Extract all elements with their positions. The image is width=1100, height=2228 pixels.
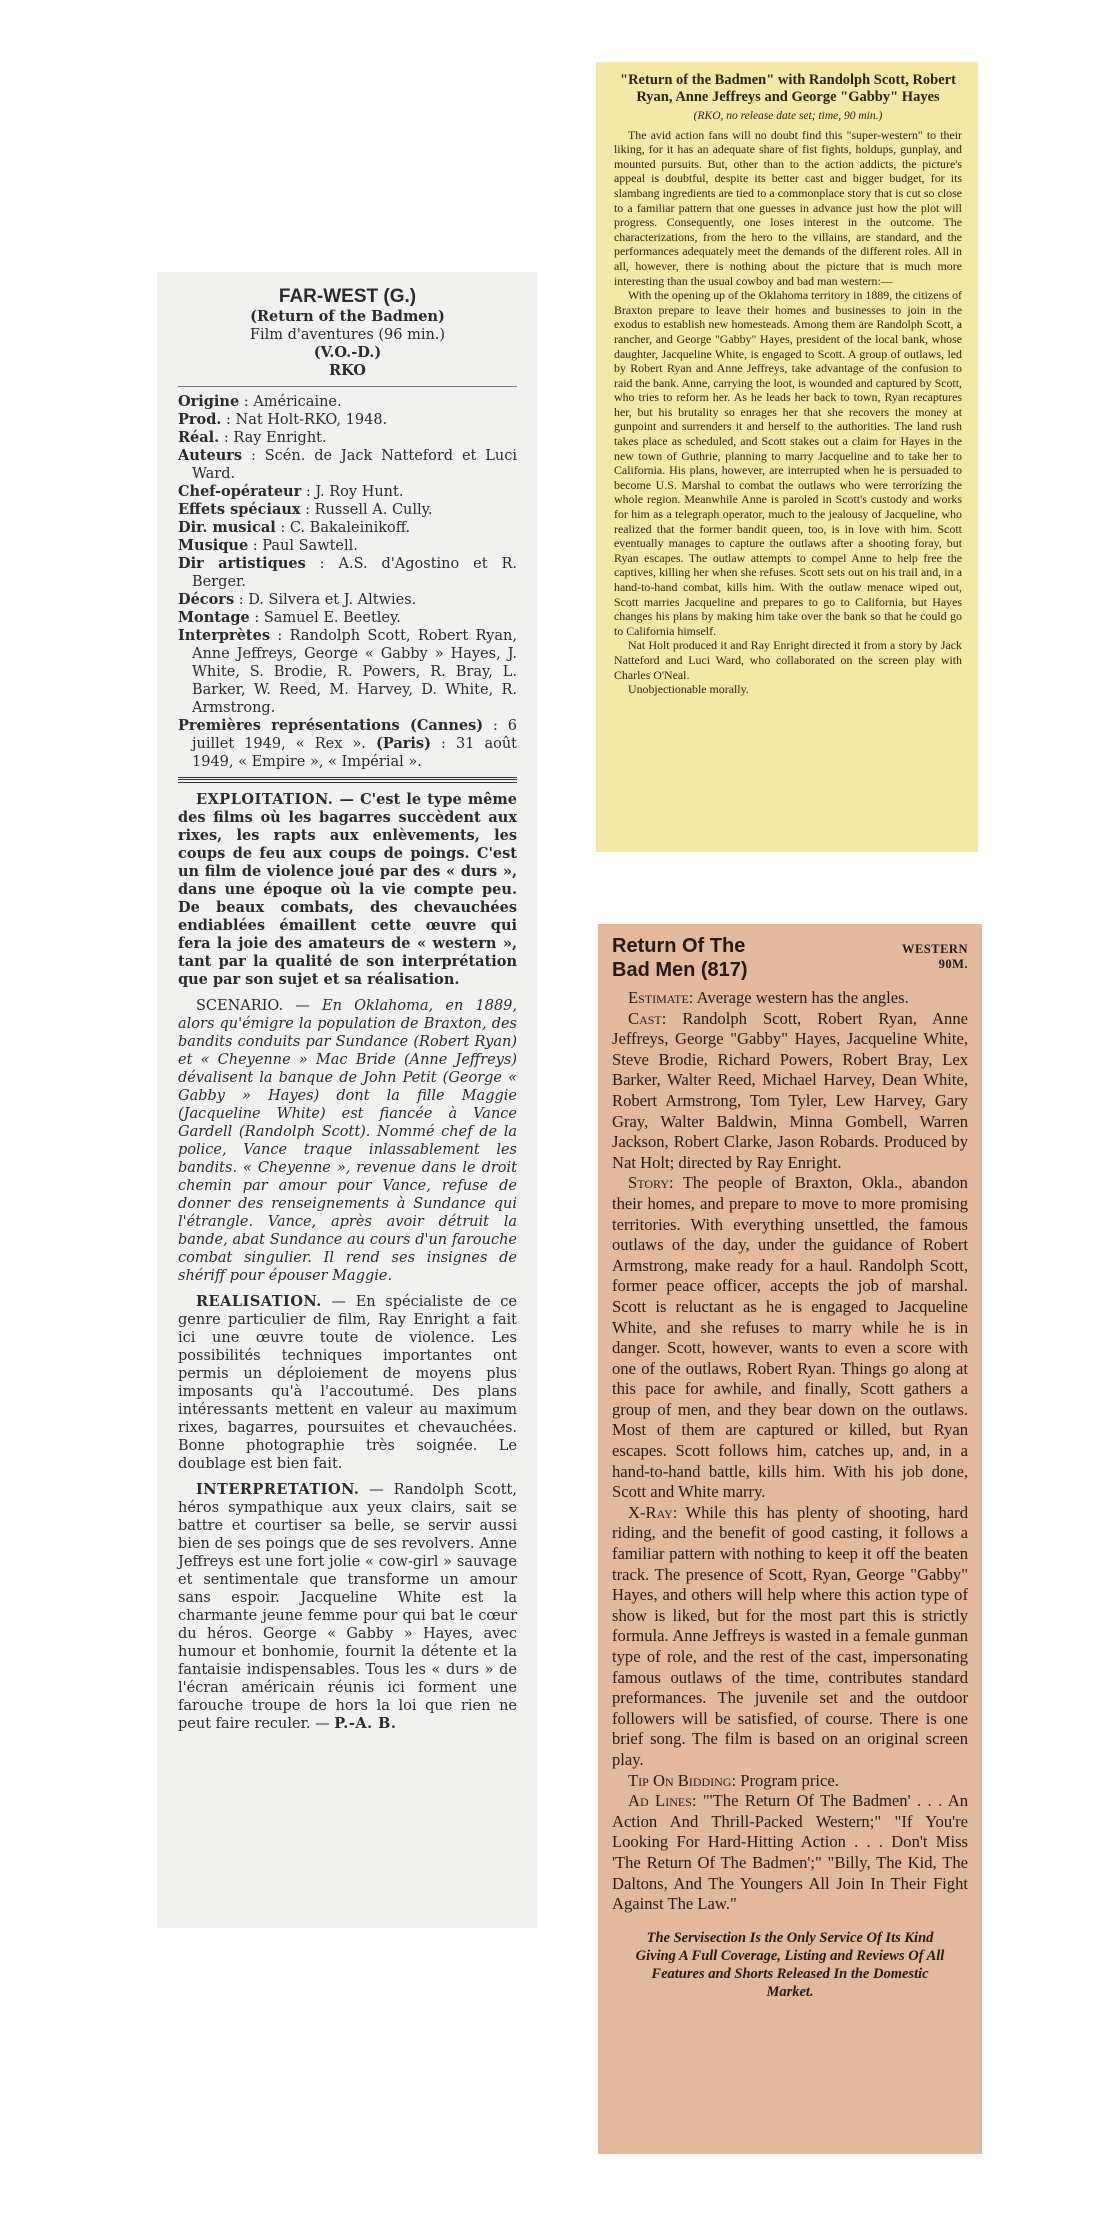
exploitation-section: EXPLOITATION. — C'est le type même des films où les bagarres succèdent aux rixes, les rapts aux enlèvements, les coups de feu aux coups de poings. C'est un film de violence joué par des « durs », dans une époque où la vie compte peu. De beaux combats, des chevauchées endiablées émaillent cette œuvre qui fera la joie des amateurs de « western », tant par la qualité de son interprétation que par son sujet et sa réalisation. — [178, 791, 517, 988]
credit-value: Russell A. Cully. — [314, 502, 433, 518]
xray-text: While this has plenty of shooting, hard riding, and the benefit of good casting, it follows a familiar pattern with nothing to keep it off the beaten track. The presence of Scott, Ryan, George "Gabby" Hayes, and others will help where this action type of show is liked, but for the most part this is strictly formula. Anne Jeffreys is wasted in a female gunman type of role, and the rest of the cast, impersonating famous outlaws of the time, contributes standard preformances. The juvenile set and the outdoor followers will be satisfied, of course. There is one brief song. The film is based on an original screen play. — [612, 1502, 968, 1769]
credit-value: Samuel E. Beetley. — [263, 610, 401, 626]
credit-line: Dir. musical : C. Bakaleinikoff. — [178, 519, 411, 536]
credit-value: A.S. d'Agostino et R. Berger. — [192, 556, 517, 590]
runtime-label: 90M. — [938, 957, 968, 971]
credit-line: Auteurs : Scén. de Jack Natteford et Luci Ward. — [178, 447, 517, 482]
estimate-section — [612, 988, 968, 1009]
ad-lines-section — [612, 1791, 968, 1915]
credit-line: Prod. : Nat Holt-RKO, 1948. — [178, 411, 388, 428]
exploitation-text: C'est le type même des films où les bagarres succèdent aux rixes, les rapts aux enlèvements, les coups de feu aux coups de poings. C'est un film de violence joué par des « durs », dans une époque où la vie compte peu. De beaux combats, des chevauchées endiablées émaillent cette œuvre qui fera la joie des amateurs de « western », tant par la qualité de son interprétation que par son sujet et sa réalisation. — [178, 791, 517, 988]
realisation-section: REALISATION. — En spécialiste de ce genre particulier de film, Ray Enright a fait ici une œuvre toute de violence. Les possibilités techniques importantes ont permis un déploiement de moyens plus imposants qu'à l'accoutumé. Des plans intéressants mettent en valeur au maximum rixes, bagarres, poursuites et chevauchées. Bonne photographie très soignée. Le doublage est bien fait. — [178, 1293, 518, 1472]
premieres-paris-label: (Paris) — [375, 735, 431, 752]
story-label: Story: — [628, 1173, 674, 1193]
credit-line: Effets spéciaux : Russell A. Cully. — [178, 501, 433, 518]
estimate-text: Average western has the angles. — [696, 988, 909, 1007]
credit-line: Montage : Samuel E. Beetley. — [178, 609, 401, 626]
premieres-label: Premières représentations (Cannes) — [178, 717, 484, 734]
french-genre: Film d'aventures (96 min.) — [249, 327, 446, 343]
tip-label: Tip On Bidding: — [628, 1770, 737, 1790]
realisation-text: En spécialiste de ce genre particulier de film, Ray Enright a fait ici une œuvre toute de violence. Les possibilités techniques importantes ont permis un déploiement de moyens plus imposants qu'à l'accoutumé. Des plans intéressants mettent en valeur au maximum rixes, bagarres, poursuites et chevauchées. Bonne photographie très soignée. Le doublage est bien fait. — [178, 1294, 518, 1472]
ad-lines-label: Ad Lines: — [628, 1791, 697, 1811]
credit-label: Musique — [178, 537, 249, 554]
review-title — [612, 934, 748, 982]
credit-label: Chef-opérateur — [178, 483, 302, 500]
divider — [178, 386, 517, 387]
story-text: The people of Braxton, Okla., abandon their homes, and prepare to move to more promising territories. With everything unsettled, the famous outlaws of the day, under the guidance of Robert Armstrong, make ready for a haul. Randolph Scott, former peace officer, accepts the job of marshal. Scott is reluctant as he is engaged to Jacqueline White, and she refuses to marry while he is in danger. Scott, however, wants to even a score with one of the outlaws, Robert Ryan. Things go along at this pace for awhile, and finally, Scott gathers a group of men, and they bear down on the outlaws. Most of them are captured or killed, but Ryan escapes. Scott follows him, catches up, and, in a hand-to-hand battle, kills him. With his job done, Scott and White marry. — [612, 1173, 968, 1502]
credit-label: Dir. musical — [178, 519, 276, 536]
credit-label: Interprètes — [178, 627, 270, 644]
cast-section — [612, 1009, 968, 1174]
credit-label: Montage — [178, 609, 250, 626]
credit-value: Ray Enright. — [233, 430, 327, 446]
review-paragraph: The avid action fans will no doubt find this "super-western" to their liking, for it has an adequate share of fist fights, holdups, gunplay, and mounted pursuits. But, other than to the action addicts, the picture's appeal is doubtful, despite its better cast and bigger budget, for its slambang ingredients are tied to a commonplace story that is cut so close to a familiar pattern that one guesses in advance just how the plot will progress. Consequently, one loses interest in the outcome. The characterizations, from the hero to the villains, are standard, and the performances adequately meet the demands of the different roles. All in all, however, there is nothing about the picture that is much more interesting than the usual cowboy and bad man western:— — [614, 127, 962, 288]
credit-value: Américaine. — [253, 394, 342, 410]
french-version: (V.O.-D.) — [313, 344, 382, 361]
credit-line: Interprètes : Randolph Scott, Robert Ryan, Anne Jeffreys, George « Gabby » Hayes, J. White, S. Brodie, R. Powers, R. Bray, L. Barker, W. Reed, M. Harvey, D. White, R. Armstrong. — [178, 627, 518, 716]
credit-label: Origine — [178, 393, 240, 410]
cast-label: Cast: — [628, 1008, 667, 1028]
credit-label: Effets spéciaux — [178, 501, 301, 518]
credit-line: Origine : Américaine. — [178, 393, 342, 410]
credit-value: J. Roy Hunt. — [315, 484, 404, 500]
exploitation-label: EXPLOITATION. — [196, 791, 334, 808]
review-paragraph: With the opening up of the Oklahoma territory in 1889, the citizens of Braxton prepare to leave their homes and businesses to join in the exodus to establish new homesteads. Among them are Randolph Scott, a rancher, and George "Gabby" Hayes, president of the local bank, whose daughter, Jacqueline White, is engaged to Scott. A group of outlaws, led by Robert Ryan and Anne Jeffreys, take advantage of the confusion to raid the bank. Anne, carrying the loot, is wounded and captured by Scott, who tries to reform her. As he leads her back to town, Ryan recaptures her, but his brutality so enrages her that she recovers the money at gunpoint and surrenders it and herself to the authorities. The land rush takes place as scheduled, and Scott stakes out a claim for Hayes in the new town of Guthrie, planning to marry Jacqueline and to take her to California. His plans, however, are interrupted when he is persuaded to become U.S. Marshal to combat the outlaws who were terrorizing the whole region. Meanwhile Anne is paroled in Scott's custody and works for him as a telegraph operator, much to the jealousy of Jacqueline, who realized that the former bandit queen, too, is in love with him. Scott eventually manages to capture the outlaws after a shooting foray, but Ryan escapes. The outlaw attempts to compel Anne to help free the captives, killing her when she refuses. Scott sets out on his trail and, in a hand-to-hand combat, kills him. With the outlaw menace wiped out, Scott marries Jacqueline and prepares to go to California, but Hayes changes his plans by making him take over the bank so that he could go to California himself. — [614, 288, 962, 638]
credit-line: Chef-opérateur : J. Roy Hunt. — [178, 483, 404, 500]
credit-label: Dir artistiques — [178, 555, 306, 572]
credit-label: Prod. — [178, 411, 222, 428]
premieres-paris: 31 août 1949, « Empire », « Impérial ». — [192, 736, 517, 770]
review-header — [612, 934, 968, 982]
interpretation-label: INTERPRETATION. — [196, 1481, 360, 1498]
french-title: FAR-WEST (G.) — [278, 286, 417, 307]
scenario-text: En Oklahoma, en 1889, alors qu'émigre la population de Braxton, des bandits conduits par Sundance (Robert Ryan) et « Cheyenne » Mac Bride (Anne Jeffreys) dévalisent la banque de John Petit (George « Gabby » Hayes) dont la fille Maggie (Jacqueline White) est fiancée à Vance Gardell (Randolph Scott). Nommé chef de la police, Vance traque inlassablement les bandits. « Cheyenne », revenue dans le droit chemin par amour pour Vance, refuse de donner des renseignements à Sundance qui l'étrangle. Vance, après avoir détruit la bande, abat Sundance au cours d'un farouche combat singulier. Il rend ses insignes de shériff pour épouser Maggie. — [178, 998, 517, 1284]
scenario-section: SCENARIO. — En Oklahoma, en 1889, alors qu'émigre la population de Braxton, des bandits conduits par Sundance (Robert Ryan) et « Cheyenne » Mac Bride (Anne Jeffreys) dévalisent la banque de John Petit (George « Gabby » Hayes) dont la fille Maggie (Jacqueline White) est fiancée à Vance Gardell (Randolph Scott). Nommé chef de la police, Vance traque inlassablement les bandits. « Cheyenne », revenue dans le droit chemin par amour pour Vance, refuse de donner des renseignements à Sundance qui l'étrangle. Vance, après avoir détruit la bande, abat Sundance au cours d'un farouche combat singulier. Il rend ses insignes de shériff pour épouser Maggie. — [178, 998, 517, 1284]
credit-value: Randolph Scott, Robert Ryan, Anne Jeffreys, George « Gabby » Hayes, J. White, S. Brodie, R. Powers, R. Bray, L. Barker, W. Reed, M. Harvey, D. White, R. Armstrong. — [192, 628, 518, 716]
harrisons-review-clipping — [596, 62, 978, 852]
estimate-label: Estimate: — [628, 988, 694, 1007]
signature: P.-A. B. — [334, 1715, 397, 1732]
genre-label: WESTERN — [901, 942, 968, 956]
credit-label: Décors — [178, 591, 235, 608]
title-line: Bad Men (817) — [612, 959, 748, 981]
french-distributor: RKO — [329, 362, 366, 379]
genre-runtime — [902, 942, 968, 972]
premieres-line: Premières représentations (Cannes) : 6 juillet 1949, « Rex ». (Paris) : 31 août 1949, « Empire », « Impérial ». — [178, 717, 518, 770]
review-headline: "Return of the Badmen" with Randolph Scott, Robert Ryan, Anne Jeffreys and George "Gabby" Hayes — [620, 72, 956, 105]
credit-line: Réal. : Ray Enright. — [178, 429, 327, 446]
servisection-footer: The Servisection Is the Only Service Of Its Kind Giving A Full Coverage, Listing and Reviews Of All Features and Shorts Released In the Domestic Market. — [635, 1929, 945, 2000]
cast-text: Randolph Scott, Robert Ryan, Anne Jeffreys, George "Gabby" Hayes, Jacqueline White, Steve Brodie, Richard Powers, Robert Bray, Lex Barker, Walter Reed, Michael Harvey, Dean White, Robert Armstrong, Tom Tyler, Lew Harvey, Gary Gray, Walter Baldwin, Minna Gombell, Warren Jackson, Robert Clarke, Jason Robards. Produced by Nat Holt; directed by Ray Enright. — [612, 1008, 968, 1172]
review-subline: (RKO, no release date set; time, 90 min.) — [693, 110, 883, 122]
credit-value: C. Bakaleinikoff. — [289, 520, 411, 536]
ad-lines-text: "'The Return Of The Badmen' . . . An Action And Thrill-Packed Western;" "If You're Looking For Hard-Hitting Action . . . Don't Miss 'The Return Of The Badmen';" "Billy, The Kid, The Daltons, And The Youngers All Join In Their Fight Against The Law." — [612, 1791, 968, 1914]
tip-text: Program price. — [740, 1770, 839, 1790]
credit-label: Auteurs — [178, 447, 243, 464]
french-subtitle: (Return of the Badmen) — [250, 308, 445, 325]
realisation-label: REALISATION. — [196, 1293, 322, 1310]
tip-section — [612, 1771, 968, 1792]
xray-section — [612, 1503, 968, 1771]
french-review-clipping — [157, 272, 537, 1928]
story-section — [612, 1173, 968, 1503]
review-paragraph: Unobjectionable morally. — [628, 682, 749, 697]
interpretation-section: INTERPRETATION. — Randolph Scott, héros sympathique aux yeux clairs, sait se battre et courtiser sa belle, se servir aussi bien de ses poings que de ses revolvers. Anne Jeffreys est une fort jolie « cow-girl » sauvage et sentimentale que transforme un amour sans espoir. Jacqueline White est la charmante jeune femme pour qui bat le cœur du héros. George « Gabby » Hayes, avec humour et bonhomie, fournit la détente et la fantaisie indispensables. Tous les « durs » de l'écran américain réunis ici forment une farouche troupe de hors la loi que rien ne peut faire reculer. — P.-A. B. — [178, 1481, 517, 1732]
title-line: Return Of The — [612, 935, 746, 957]
credit-label: Réal. — [178, 429, 220, 446]
credit-line: Décors : D. Silvera et J. Altwies. — [178, 591, 417, 608]
credit-line: Dir artistiques : A.S. d'Agostino et R. Berger. — [178, 555, 517, 590]
credit-line: Musique : Paul Sawtell. — [178, 537, 358, 554]
servisection-review-clipping — [598, 924, 982, 2154]
credit-value: Scén. de Jack Natteford et Luci Ward. — [192, 448, 517, 482]
credit-value: Paul Sawtell. — [262, 538, 358, 554]
premieres-cannes: 6 juillet 1949, « Rex ». — [192, 718, 518, 752]
review-paragraph: Nat Holt produced it and Ray Enright directed it from a story by Jack Natteford and Luci Ward, who collaborated on the screen play with Charles O'Neal. — [614, 638, 962, 682]
credit-value: Nat Holt-RKO, 1948. — [235, 412, 388, 428]
scenario-label: SCENARIO. — [196, 998, 284, 1014]
credit-value: D. Silvera et J. Altwies. — [248, 592, 417, 608]
interpretation-text: Randolph Scott, héros sympathique aux yeux clairs, sait se battre et courtiser sa belle, se servir aussi bien de ses poings que de ses revolvers. Anne Jeffreys est une fort jolie « cow-girl » sauvage et sentimentale que transforme un amour sans espoir. Jacqueline White est la charmante jeune femme pour qui bat le cœur du héros. George « Gabby » Hayes, avec humour et bonhomie, fournit la détente et la fantaisie indispensables. Tous les « durs » de l'écran américain réunis ici forment une farouche troupe de hors la loi que rien ne peut faire reculer. — [178, 1482, 517, 1732]
double-divider — [178, 777, 517, 783]
xray-label: X-Ray: — [628, 1502, 678, 1522]
